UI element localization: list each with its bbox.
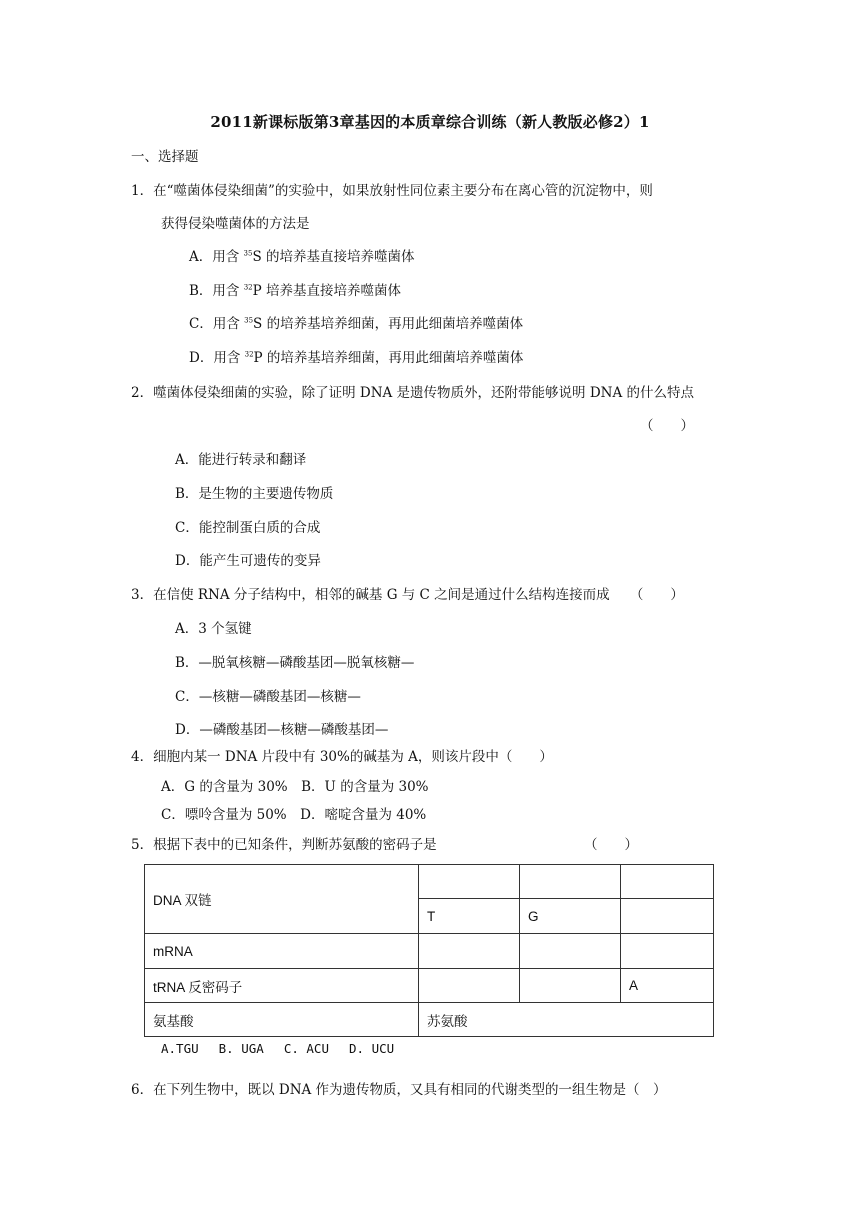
q5-choices: A.TGU B. UGA C. ACU D. UCU	[161, 1041, 395, 1056]
table-cell-dna-g: G	[520, 899, 621, 934]
table-cell	[419, 934, 520, 969]
q1-option-d: D．用含 $^{32}$P 的培养基培养细菌，再用此细菌培养噬菌体	[189, 350, 524, 366]
document-title: 2011新课标版第3章基因的本质章综合训练（新人教版必修2）1	[210, 113, 650, 131]
table-cell	[621, 934, 714, 969]
q1-option-c: C．用含 $^{35}$S 的培养基培养细菌，再用此细菌培养噬菌体	[189, 316, 524, 332]
q4-options-cd: C．嘌呤含量为 50% D．嘧啶含量为 40%	[161, 807, 427, 823]
q6-stem: 6．在下列生物中，既以 DNA 作为遗传物质，又具有相同的代谢类型的一组生物是（ ）	[131, 1082, 667, 1098]
table-cell-dna-t: T	[419, 899, 520, 934]
q3-option-b: B．—脱氧核糖—磷酸基团—脱氧核糖—	[175, 655, 415, 671]
q5-stem: 5．根据下表中的已知条件，判断苏氨酸的密码子是	[131, 837, 437, 853]
table-cell	[520, 969, 621, 1003]
q4-stem: 4．细胞内某一 DNA 片段中有 30%的碱基为 A，则该片段中（ ）	[131, 749, 553, 765]
q1-stem-line2: 获得侵染噬菌体的方法是	[161, 216, 310, 232]
q3-stem: 3．在信使 RNA 分子结构中，相邻的碱基 G 与 C 之间是通过什么结构连接而成 （ ）	[131, 587, 684, 603]
table-cell	[419, 969, 520, 1003]
table-cell	[419, 865, 520, 899]
q2-option-d: D．能产生可遗传的变异	[175, 553, 321, 569]
q2-option-c: C．能控制蛋白质的合成	[175, 520, 321, 536]
q2-option-a: A．能进行转录和翻译	[175, 452, 307, 468]
q1-stem-line1: 1．在“噬菌体侵染细菌”的实验中，如果放射性同位素主要分布在离心管的沉淀物中，则	[131, 183, 653, 199]
q2-answer-paren: （ ）	[640, 418, 694, 434]
table-cell-amino-acid-value: 苏氨酸	[419, 1003, 714, 1037]
q2-stem: 2．噬菌体侵染细菌的实验，除了证明 DNA 是遗传物质外，还附带能够说明 DNA 的什么特点	[131, 385, 695, 401]
table-cell	[520, 934, 621, 969]
table-label-amino-acid: 氨基酸	[145, 1003, 419, 1037]
table-cell	[621, 865, 714, 899]
table-label-mrna: mRNA	[145, 934, 419, 969]
codon-table	[144, 864, 714, 1037]
q1-option-a: A．用含 $^{35}$S 的培养基直接培养噬菌体	[189, 249, 415, 265]
section-heading: 一、选择题	[131, 149, 199, 165]
q4-options-ab: A．G 的含量为 30% B．U 的含量为 30%	[161, 779, 429, 795]
table-label-trna: tRNA 反密码子	[145, 969, 419, 1003]
table-cell	[520, 865, 621, 899]
table-label-dna: DNA 双链	[145, 865, 419, 934]
q3-option-d: D．—磷酸基团—核糖—磷酸基团—	[175, 722, 389, 738]
table-cell	[621, 899, 714, 934]
q3-option-c: C．—核糖—磷酸基团—核糖—	[175, 689, 361, 705]
q1-option-b: B．用含 $^{32}$P 培养基直接培养噬菌体	[189, 283, 402, 299]
q5-answer-paren: （ ）	[584, 837, 638, 853]
table-cell-trna-a: A	[621, 969, 714, 1003]
q2-option-b: B．是生物的主要遗传物质	[175, 486, 334, 502]
q3-option-a: A．3 个氢键	[175, 621, 252, 637]
